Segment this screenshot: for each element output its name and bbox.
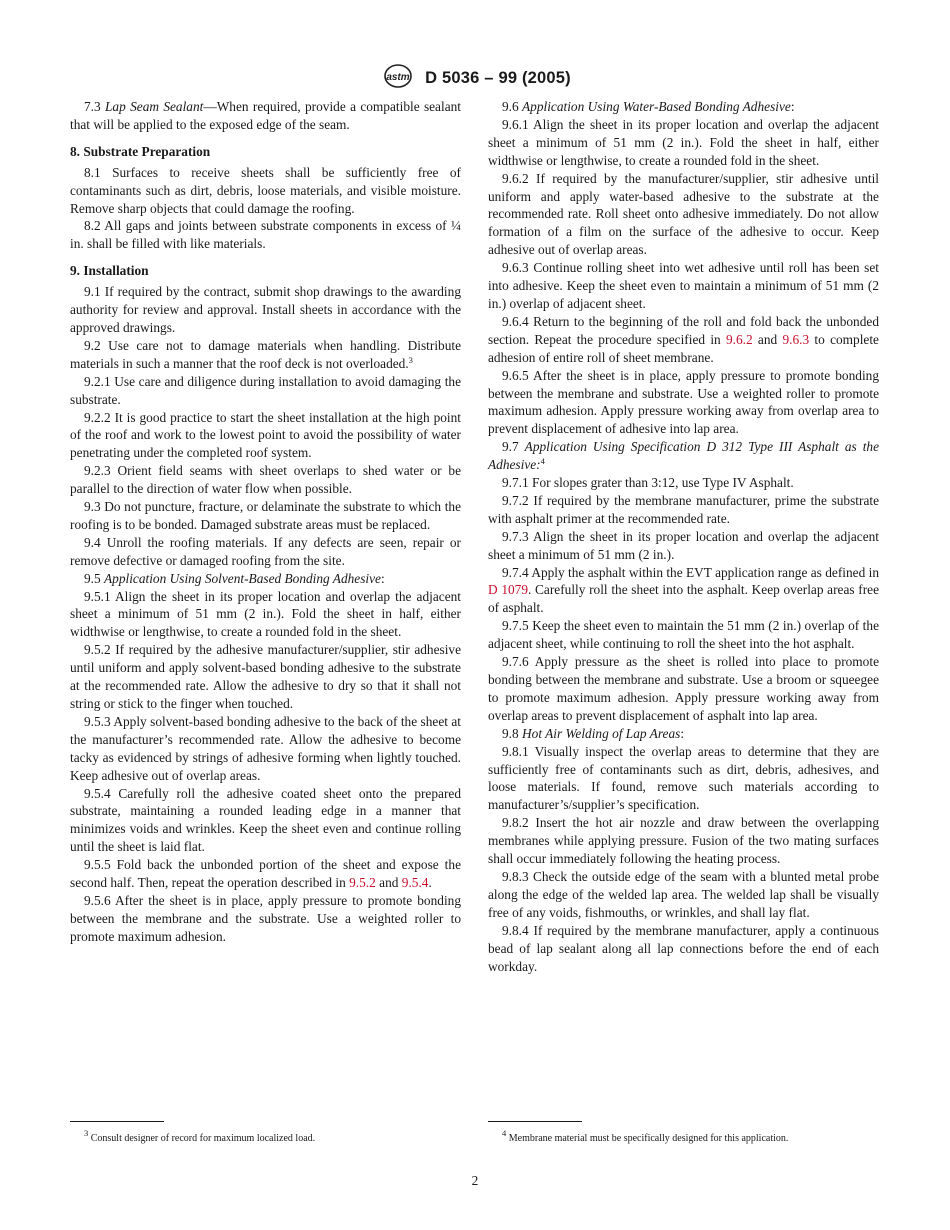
paragraph-9-5-2: 9.5.2 If required by the adhesive manufacturer/supplier, stir adhesive until uniform and apply solvent-based bonding adhesive to the substrate at the recommended rate. Allow the adhesive to dry so that it shall not string or stick to the finger when touched. (70, 642, 461, 711)
xref-link-9-5-4[interactable]: 9.5.4 (401, 875, 429, 891)
footnote-3: $^3$ Consult designer of record for maximum localized load. (84, 1128, 316, 1144)
paragraph-9-2-1: 9.2.1 Use care and diligence during installation to avoid damaging the substrate. (70, 373, 461, 407)
paragraph-9-5-5: 9.5.5 Fold back the unbonded portion of the sheet and expose the second half. Then, repeat the operation described in 9.5.2 and 9.5.4. (70, 857, 461, 891)
xref-link-9-6-3[interactable]: 9.6.3 (782, 331, 810, 347)
paragraph-9-7-2: 9.7.2 If required by the membrane manufacturer, prime the substrate with asphalt primer at the recommended rate. (488, 492, 879, 526)
paragraph-9-6-3: 9.6.3 Continue rolling sheet into wet adhesive until roll has been set into adhesive. Keep the sheet even to maintain a minimum of 51 mm (2 in.) overlap of adjacent sheet. (488, 260, 879, 311)
paragraph-9-6-2: 9.6.2 If required by the manufacturer/supplier, stir adhesive until uniform and apply water-based adhesive to the substrate at the recommended rate. Roll sheet onto adhesive immediately. Do not allow formation of a film on the surface of the adhesive to occur. Keep adhesive out of overlap areas. (488, 170, 879, 258)
paragraph-9-4: 9.4 Unroll the roofing materials. If any defects are seen, repair or remove defective or damaged roofing from the site. (70, 534, 461, 568)
section-9-heading: 9. Installation (70, 263, 149, 279)
paragraph-9-3: 9.3 Do not puncture, fracture, or delaminate the substrate to which the roofing is to be bonded. Damaged substrate areas must be replaced. (70, 499, 461, 532)
paragraph-9-2-2: 9.2.2 It is good practice to start the sheet installation at the high point of the roof and work to the lowest point to avoid the possibility of water penetrating under the completed roof system. (70, 409, 461, 461)
paragraph-8-2: 8.2 All gaps and joints between substrate components in excess of ¼ in. shall be filled with like materials. (70, 218, 461, 252)
footnote-4: $^4$ Membrane material must be specifically designed for this application. (502, 1128, 789, 1144)
paragraph-9-8-4: 9.8.4 If required by the membrane manufacturer, apply a continuous bead of lap sealant along all lap connections before the end of each workday. (488, 922, 879, 974)
astm-logo-icon (379, 64, 417, 93)
paragraph-9-8: 9.8 Hot Air Welding of Lap Areas: (502, 725, 685, 741)
xref-link-9-6-2[interactable]: 9.6.2 (725, 331, 753, 347)
footnote-divider-left (70, 1121, 164, 1122)
paragraph-9-7: 9.7 Application Using Specification D 312 Type III Asphalt as the Adhesive:$^4$ (488, 439, 879, 473)
paragraph-7-3: 7.3 Lap Seam Sealant—When required, provide a compatible sealant that will be applied to the exposed edge of the seam. (70, 99, 461, 132)
paragraph-9-8-2: 9.8.2 Insert the hot air nozzle and draw between the overlapping membranes while applying pressure. Fusion of the two mating surfaces shall occur immediately following the heating process. (488, 815, 879, 867)
paragraph-9-6-5: 9.6.5 After the sheet is in place, apply pressure to promote bonding between the membrane and substrate. Use a weighted roller to promote maximum adhesion. Apply pressure working away from overlap area to prevent displacement of adhesive into lap area. (488, 367, 879, 437)
paragraph-9-6-1: 9.6.1 Align the sheet in its proper location and overlap the adjacent sheet a minimum of 51 mm (2 in.). Fold the sheet in half, either widthwise or lengthwise, to create a rounded fold in the sheet. (488, 116, 879, 168)
document-id: D 5036 – 99 (2005) (425, 69, 571, 87)
paragraph-9-2: 9.2 Use care not to damage materials when handling. Distribute materials in such a manner that the roof deck is not overloaded.$^3$ (70, 337, 461, 371)
paragraph-9-5-1: 9.5.1 Align the sheet in its proper location and overlap the adjacent sheet a minimum of 51 mm (2 in.). Fold the sheet in half, either widthwise or lengthwise, to create a rounded fold in the sheet. (70, 588, 461, 640)
paragraph-9-2-3: 9.2.3 Orient field seams with sheet overlaps to shed water or be parallel to the direction of water flow when possible. (70, 463, 461, 497)
paragraph-9-1: 9.1 If required by the contract, submit shop drawings to the awarding authority for review and approval. Install sheets in accordance with the approved drawings. (70, 284, 461, 335)
footnote-ref-3: 3 (408, 354, 413, 365)
paragraph-9-7-6: 9.7.6 Apply pressure as the sheet is rolled into place to promote bonding between the membrane and substrate. Use a broom or squeegee to promote maximum adhesion. Apply pressure working away from overlap areas to prevent displacement of asphalt into lap area. (488, 654, 879, 723)
xref-link-9-5-2[interactable]: 9.5.2 (349, 875, 376, 891)
section-8-heading: 8. Substrate Preparation (70, 143, 211, 159)
paragraph-9-7-1: 9.7.1 For slopes grater than 3:12, use Type IV Asphalt. (502, 475, 794, 491)
paragraph-9-7-3: 9.7.3 Align the sheet in its proper location and overlap the adjacent sheet a minimum of 51 mm (2 in.). (488, 528, 879, 562)
page-number: 2 (471, 1173, 479, 1188)
footnote-divider-right (488, 1121, 582, 1122)
paragraph-8-1: 8.1 Surfaces to receive sheets shall be sufficiently free of contaminants such as dirt, debris, loose materials, and visible moisture. Remove sharp objects that could damage the roofing. (70, 164, 461, 216)
paragraph-9-6: 9.6 Application Using Water-Based Bonding Adhesive: (502, 99, 795, 114)
left-column (70, 98, 461, 946)
page-header (0, 64, 950, 88)
paragraph-9-5: 9.5 Application Using Solvent-Based Bonding Adhesive: (84, 570, 385, 586)
paragraph-9-5-4: 9.5.4 Carefully roll the adhesive coated sheet onto the prepared substrate, maintaining a rounded leading edge in a manner that minimizes voids and wrinkles. Keep the sheet even and continue rolling until the sheet is laid flat. (70, 785, 461, 855)
paragraph-9-8-3: 9.8.3 Check the outside edge of the seam with a blunted metal probe along the edge of the welded lap area. The welded lap shall be visually free of any voids, fishmouths, or wrinkles, and shall lay flat. (488, 868, 879, 920)
paragraph-9-5-3: 9.5.3 Apply solvent-based bonding adhesive to the back of the sheet at the manufacturer’s recommended rate. Allow the adhesive to become tacky as evidenced by strings of adhesive forming when lightly touched. Keep adhesive out of overlap areas. (70, 713, 461, 783)
paragraph-9-8-1: 9.8.1 Visually inspect the overlap areas to determine that they are sufficiently free of contaminants such as dirt, debris, adhesives, and loose materials. If found, remove such materials according to manufacturer’s/supplier’s specification. (488, 743, 879, 813)
svg-text:astm: astm (386, 72, 410, 83)
xref-link-d1079[interactable]: D 1079 (488, 582, 529, 598)
footnote-ref-4: 4 (540, 456, 545, 467)
paragraph-9-6-4: 9.6.4 Return to the beginning of the roll and fold back the unbonded section. Repeat the procedure specified in 9.6.2 and 9.6.3 to complete adhesion of entire roll of sheet membrane. (488, 313, 879, 365)
right-column (488, 98, 879, 975)
paragraph-9-5-6: 9.5.6 After the sheet is in place, apply pressure to promote bonding between the membrane and the substrate. Use a weighted roller to promote maximum adhesion. (70, 892, 461, 944)
paragraph-9-7-5: 9.7.5 Keep the sheet even to maintain the 51 mm (2 in.) overlap of the adjacent sheet, while continuing to roll the sheet into the hot asphalt. (488, 618, 879, 652)
paragraph-9-7-4: 9.7.4 Apply the asphalt within the EVT application range as defined in D 1079. Carefully roll the sheet into the asphalt. Keep overlap areas free of asphalt. (488, 564, 879, 616)
